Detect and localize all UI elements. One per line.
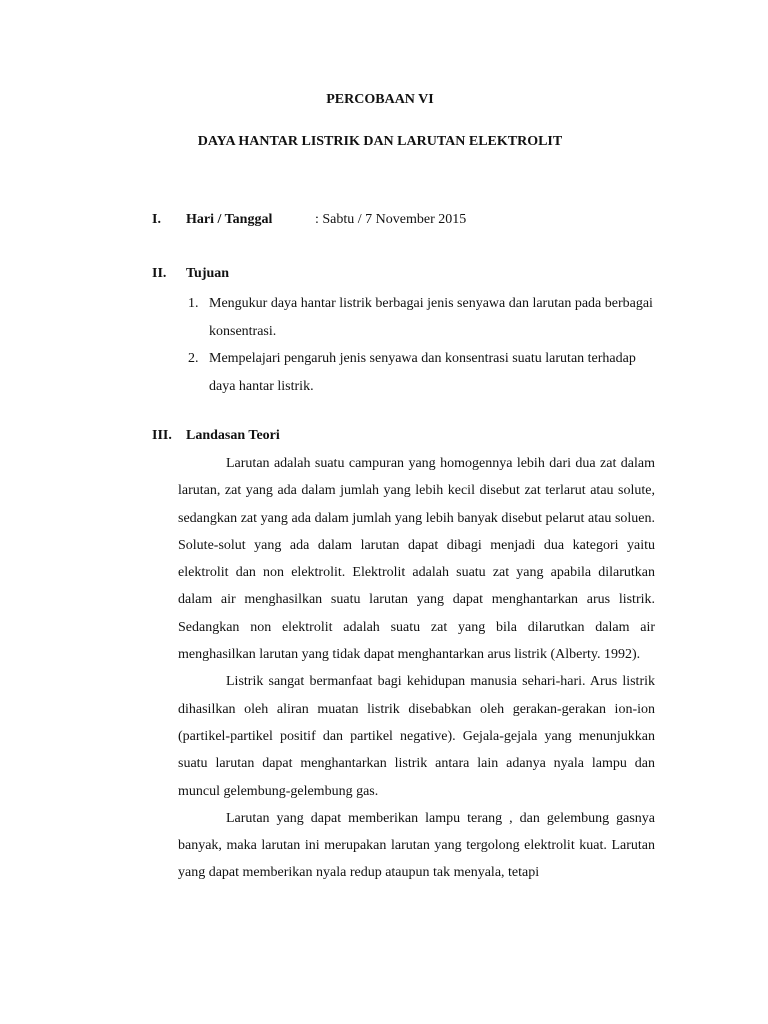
list-item: [188, 290, 658, 345]
list-item-text: Mengukur daya hantar listrik berbagai jenis senyawa dan larutan pada berbagai konsentrasi.: [209, 296, 653, 339]
paragraph: Listrik sangat bermanfaat bagi kehidupan manusia sehari-hari. Arus listrik dihasilkan oleh aliran muatan listrik disebabkan oleh gerakan-gerakan ion-ion (partikel-partikel positif dan partikel negative). Gejala-gejala yang menunjukkan suatu larutan dapat menghantarkan listrik antara lain adanya nyala lampu dan muncul gelembung-gelembung gas.: [178, 674, 655, 799]
date-value: : Sabtu / 7 November 2015: [315, 212, 467, 227]
paragraph: Larutan adalah suatu campuran yang homogennya lebih dari dua zat dalam larutan, zat yang ada dalam jumlah yang lebih kecil disebut zat terlarut atau solute, sedangkan zat yang ada dalam jumlah yang lebih banyak disebut pelarut atau soluen. Solute-solut yang ada dalam larutan dapat dibagi menjadi dua kategori yaitu elektrolit dan non elektrolit. Elektrolit adalah suatu zat yang apabila dilarutkan dalam air menghasilkan suatu larutan yang dapat menghantarkan arus listrik. Sedangkan non elektrolit adalah suatu zat yang bila dilarutkan dalam air menghasilkan larutan yang tidak dapat menghantarkan arus listrik (Alberty. 1992).: [178, 456, 655, 663]
section-heading: Landasan Teori: [186, 428, 280, 443]
list-item: [188, 345, 658, 400]
section-number: III.: [152, 428, 172, 443]
document-title: PERCOBAAN VI: [326, 92, 434, 107]
section-number: I.: [152, 212, 161, 227]
aims-list: [188, 290, 658, 400]
theory-body: [178, 450, 655, 887]
section-heading: Tujuan: [186, 266, 230, 281]
list-item-number: 2.: [188, 351, 199, 366]
list-item-number: 1.: [188, 296, 199, 311]
section-heading: Hari / Tanggal: [186, 212, 273, 227]
section-number: II.: [152, 266, 167, 281]
paragraph: Larutan yang dapat memberikan lampu terang , dan gelembung gasnya banyak, maka larutan ini merupakan larutan yang tergolong elektrolit kuat. Larutan yang dapat memberikan nyala redup ataupun tak menyala, tetapi: [178, 810, 655, 881]
list-item-text: Mempelajari pengaruh jenis senyawa dan konsentrasi suatu larutan terhadap daya hantar listrik.: [209, 351, 636, 394]
document-subtitle: DAYA HANTAR LISTRIK DAN LARUTAN ELEKTROLIT: [197, 134, 563, 149]
